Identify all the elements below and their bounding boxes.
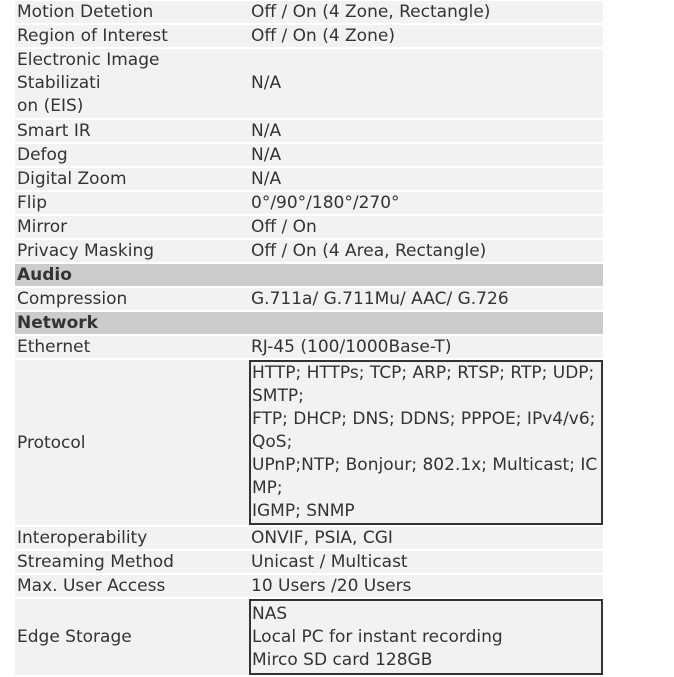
spec-row xyxy=(15,120,603,142)
spec-label: Defog xyxy=(15,144,249,166)
protocol-line: MP; xyxy=(252,478,283,498)
spec-row-protocol xyxy=(15,360,603,525)
spec-label: Streaming Method xyxy=(15,551,249,573)
spec-row xyxy=(15,216,603,238)
section-title: Audio xyxy=(15,264,603,286)
spec-label xyxy=(15,49,249,118)
protocol-line: UPnP;NTP; Bonjour; 802.1x; Multicast; IC xyxy=(252,455,598,475)
spec-label: Mirror xyxy=(15,216,249,238)
spec-table xyxy=(15,0,603,677)
spec-label-line: on (EIS) xyxy=(17,96,84,116)
spec-value: Off / On (4 Zone) xyxy=(249,25,603,47)
spec-label: Compression xyxy=(15,288,249,310)
protocol-line: QoS; xyxy=(252,432,293,452)
spec-label: Interoperability xyxy=(15,527,249,549)
spec-label: Ethernet xyxy=(15,336,249,358)
spec-value: N/A xyxy=(249,168,603,190)
edge-storage-line: Mirco SD card 128GB xyxy=(252,649,433,670)
spec-value: 0°/90°/180°/270° xyxy=(249,192,603,214)
spec-row xyxy=(15,49,603,118)
spec-row xyxy=(15,1,603,23)
spec-row xyxy=(15,551,603,573)
spec-row xyxy=(15,168,603,190)
spec-value: Unicast / Multicast xyxy=(249,551,603,573)
spec-value: ONVIF, PSIA, CGI xyxy=(249,527,603,549)
edge-storage-line: Local PC for instant recording xyxy=(252,626,503,647)
spec-value: 10 Users /20 Users xyxy=(249,575,603,597)
protocol-line: FTP; DHCP; DNS; DDNS; PPPOE; IPv4/v6; xyxy=(252,409,596,429)
spec-row xyxy=(15,144,603,166)
section-header-audio xyxy=(15,264,603,286)
spec-value: Off / On (4 Area, Rectangle) xyxy=(249,240,603,262)
spec-label: Smart IR xyxy=(15,120,249,142)
spec-row xyxy=(15,240,603,262)
spec-value: N/A xyxy=(249,49,603,118)
edge-storage-line: NAS xyxy=(252,603,288,624)
protocol-line: IGMP; SNMP xyxy=(252,501,355,521)
spec-label: Max. User Access xyxy=(15,575,249,597)
spec-label: Digital Zoom xyxy=(15,168,249,190)
spec-row xyxy=(15,192,603,214)
section-header-network xyxy=(15,312,603,334)
spec-value: N/A xyxy=(249,120,603,142)
spec-label: Protocol xyxy=(15,360,249,525)
edge-storage-value-box xyxy=(249,599,603,675)
spec-row-edge-storage xyxy=(15,599,603,675)
spec-row xyxy=(15,25,603,47)
spec-label: Edge Storage xyxy=(15,599,249,675)
spec-value: Off / On (4 Zone, Rectangle) xyxy=(249,1,603,23)
spec-value: Off / On xyxy=(249,216,603,238)
spec-label: Motion Detetion xyxy=(15,1,249,23)
spec-label: Region of Interest xyxy=(15,25,249,47)
spec-row xyxy=(15,336,603,358)
protocol-line: SMTP; xyxy=(252,386,304,406)
spec-label: Privacy Masking xyxy=(15,240,249,262)
spec-value: RJ-45 (100/1000Base-T) xyxy=(249,336,603,358)
protocol-value-box xyxy=(249,360,603,525)
spec-value: G.711a/ G.711Mu/ AAC/ G.726 xyxy=(249,288,603,310)
spec-value: N/A xyxy=(249,144,603,166)
spec-row xyxy=(15,288,603,310)
section-title: Network xyxy=(15,312,603,334)
spec-row xyxy=(15,575,603,597)
spec-label-line: Electronic Image Stabilizati xyxy=(17,50,160,93)
spec-label: Flip xyxy=(15,192,249,214)
spec-row xyxy=(15,527,603,549)
protocol-line: HTTP; HTTPs; TCP; ARP; RTSP; RTP; UDP; xyxy=(252,363,595,383)
